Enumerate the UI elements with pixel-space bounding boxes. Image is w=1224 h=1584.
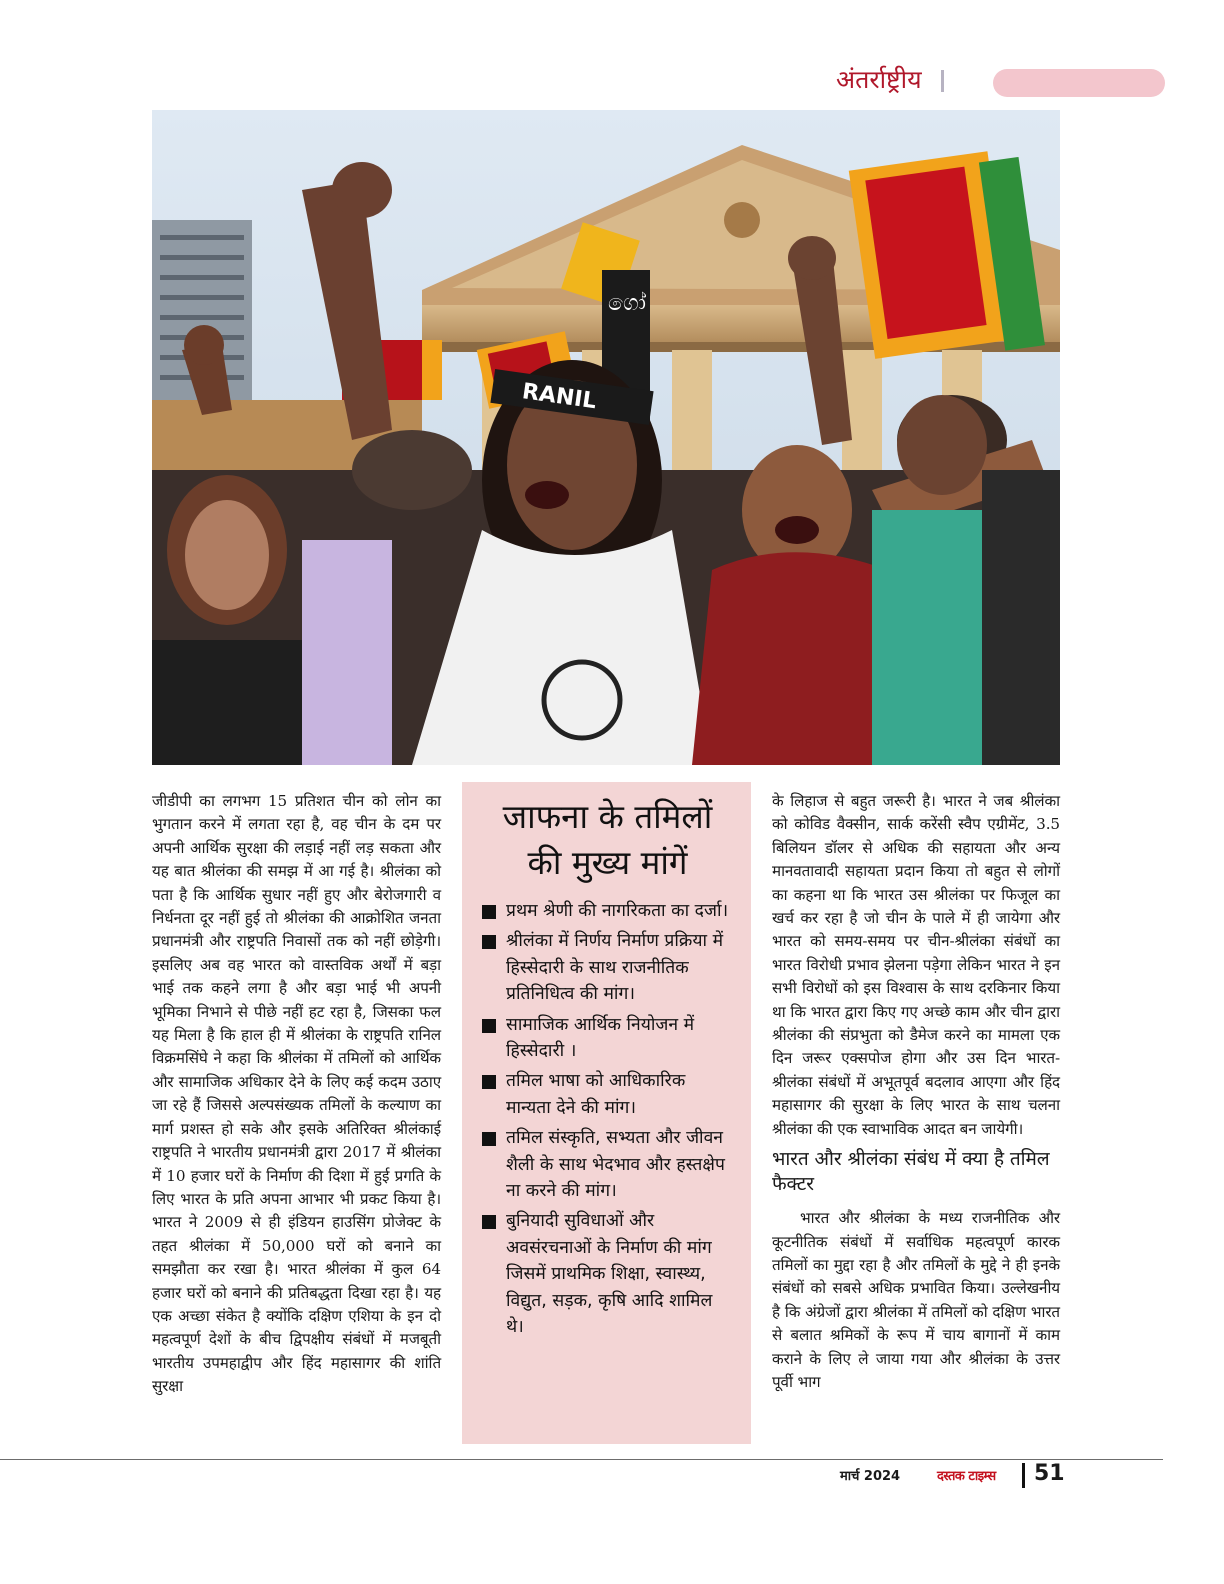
demand-item	[480, 898, 735, 924]
protest-photo-illustration	[152, 110, 1060, 765]
header-decorative-pill	[993, 69, 1165, 97]
article-subheading: भारत और श्रीलंका संबंध में क्या है तमिल फैक्टर	[772, 1148, 1050, 1196]
demand-item	[480, 1208, 735, 1340]
footer-divider	[0, 1459, 1163, 1460]
demand-item	[480, 1012, 735, 1065]
demand-text: श्रीलंका में निर्णय निर्माण प्रक्रिया में हिस्सेदारी के साथ राजनीतिक प्रतिनिधित्व की मांग।	[506, 931, 724, 1005]
bullet-square-icon	[482, 1075, 496, 1089]
demands-title-line-1: जाफना के तमिलों	[502, 797, 713, 836]
bullet-square-icon	[482, 1215, 496, 1229]
demand-text: बुनियादी सुविधाओं और अवसंरचनाओं के निर्माण की मांग जिसमें प्राथमिक शिक्षा, स्वास्थ्य, विद्युत, सड़क, कृषि आदि शामिल थे।	[506, 1211, 713, 1338]
demand-text: तमिल भाषा को आधिकारिक मान्यता देने की मांग।	[506, 1071, 686, 1118]
demand-item	[480, 928, 735, 1007]
demand-item	[480, 1068, 735, 1121]
banner-text: ගෝ	[608, 291, 646, 316]
article-column-left	[152, 790, 441, 1399]
issue-date: मार्च 2024	[840, 1469, 901, 1484]
section-label: अंतर्राष्ट्रीय	[836, 65, 922, 94]
demands-list	[480, 898, 735, 1341]
bullet-square-icon	[482, 905, 496, 919]
article-paragraph: के लिहाज से बहुत जरूरी है। भारत ने जब श्रीलंका को कोविड वैक्सीन, सार्क करेंसी स्वैप एग्रीमेंट, 3.5 बिलियन डॉलर से अधिक की सहायता और अन्य मानवतावादी सहायता प्रदान किया तो बहुत से लोगों का कहना था कि भारत उस श्रीलंका पर फिजूल का खर्च कर रहा है जो चीन के पाले में ही जायेगा और भारत को समय-समय पर चीन-श्रीलंका संबंधों का भारत विरोधी प्रभाव झेलना पड़ेगा लेकिन भारत ने इन सभी विरोधों को इस विश्वास के साथ दरकिनार किया था कि भारत द्वारा किए गए अच्छे काम और चीन द्वारा श्रीलंका की संप्रभुता को डैमेज करने का मामला एक दिन जरूर एक्सपोज होगा और उस दिन भारत-श्रीलंका संबंधों में अभूतपूर्व बदलाव आएगा और हिंद महासागर की सुरक्षा के लिए भारत के साथ चलना श्रीलंका की एक स्वाभाविक आदत बन जायेगी।	[772, 792, 1060, 1138]
demands-box	[462, 782, 751, 1444]
bullet-square-icon	[482, 1019, 496, 1033]
footer-separator	[1022, 1463, 1025, 1488]
article-column-right	[772, 790, 1060, 1394]
article-paragraph: भारत और श्रीलंका के मध्य राजनीतिक और कूटनीतिक संबंधों में सर्वाधिक महत्वपूर्ण कारक तमिलों का मुद्दा रहा है और तमिलों के मुद्दे ने ही इनके संबंधों को सबसे अधिक प्रभावित किया। उल्लेखनीय है कि अंग्रेजों द्वारा श्रीलंका में तमिलों को दक्षिण भारत से बलात श्रमिकों के रूप में चाय बागानों में काम कराने के लिए ले जाया गया और श्रीलंका के उत्तर पूर्वी भाग	[772, 1209, 1060, 1391]
bullet-square-icon	[482, 935, 496, 949]
protest-photo	[152, 110, 1060, 765]
demand-text: सामाजिक आर्थिक नियोजन में हिस्सेदारी ।	[506, 1014, 695, 1062]
article-paragraph: जीडीपी का लगभग 15 प्रतिशत चीन को लोन का भुगतान करने में लगता रहा है, वह चीन के दम पर अपनी आर्थिक सुरक्षा की लड़ाई नहीं लड़ सकता और यह बात श्रीलंका की समझ में आ गई है। श्रीलंका को पता है कि आर्थिक सुधार नहीं हुए और बेरोजगारी व निर्धनता दूर नहीं हुई तो श्रीलंका की आक्रोशित जनता प्रधानमंत्री और राष्ट्रपति निवासों तक को नहीं छोड़ेगी। इसलिए अब वह भारत को वास्तविक अर्थों में बड़ा भाई तक कहने लगा है और बड़ा भाई भी अपनी भूमिका निभाने से पीछे नहीं हट रहा है, जिसका फल यह मिला है कि हाल ही में श्रीलंका के राष्ट्रपति रानिल विक्रमसिंघे ने कहा कि श्रीलंका में तमिलों को आर्थिक और सामाजिक अधिकार देने के लिए कई कदम उठाए जा रहे हैं जिससे अल्पसंख्यक तमिलों के कल्याण का मार्ग प्रशस्त हो सके और इसके अतिरिक्त श्रीलंकाई राष्ट्रपति ने भारतीय प्रधानमंत्री द्वारा 2017 में श्रीलंका में 10 हजार घरों के निर्माण की दिशा में हुई प्रगति के लिए भारत के प्रति अपना आभार भी प्रकट किया है। भारत ने 2009 से ही इंडियन हाउसिंग प्रोजेक्ट के तहत श्रीलंका में 50,000 घरों को बनाने का समझौता कर रखा है। भारत श्रीलंका में कुल 64 हजार घरों को बनाने की प्रतिबद्धता दिखा रहा है। यह एक अच्छा संकेत है क्योंकि दक्षिण एशिया के इन दो महत्वपूर्ण देशों के बीच द्विपक्षीय संबंधों में मजबूती भारतीय उपमहाद्वीप और हिंद महासागर की शांति सुरक्षा	[152, 792, 441, 1396]
headband-text: RANIL	[520, 379, 598, 415]
page-number: 51	[1034, 1461, 1065, 1486]
bullet-square-icon	[482, 1132, 496, 1146]
magazine-logo: दस्तक टाइम्स	[937, 1469, 996, 1484]
demands-box-title	[480, 794, 735, 886]
demand-item	[480, 1125, 735, 1204]
demands-title-line-2: की मुख्य मांगें	[527, 843, 688, 882]
section-divider	[941, 70, 944, 92]
demand-text: प्रथम श्रेणी की नागरिकता का दर्जा।	[506, 901, 729, 921]
demand-text: तमिल संस्कृति, सभ्यता और जीवन शैली के साथ भेदभाव और हस्तक्षेप ना करने की मांग।	[506, 1128, 725, 1202]
